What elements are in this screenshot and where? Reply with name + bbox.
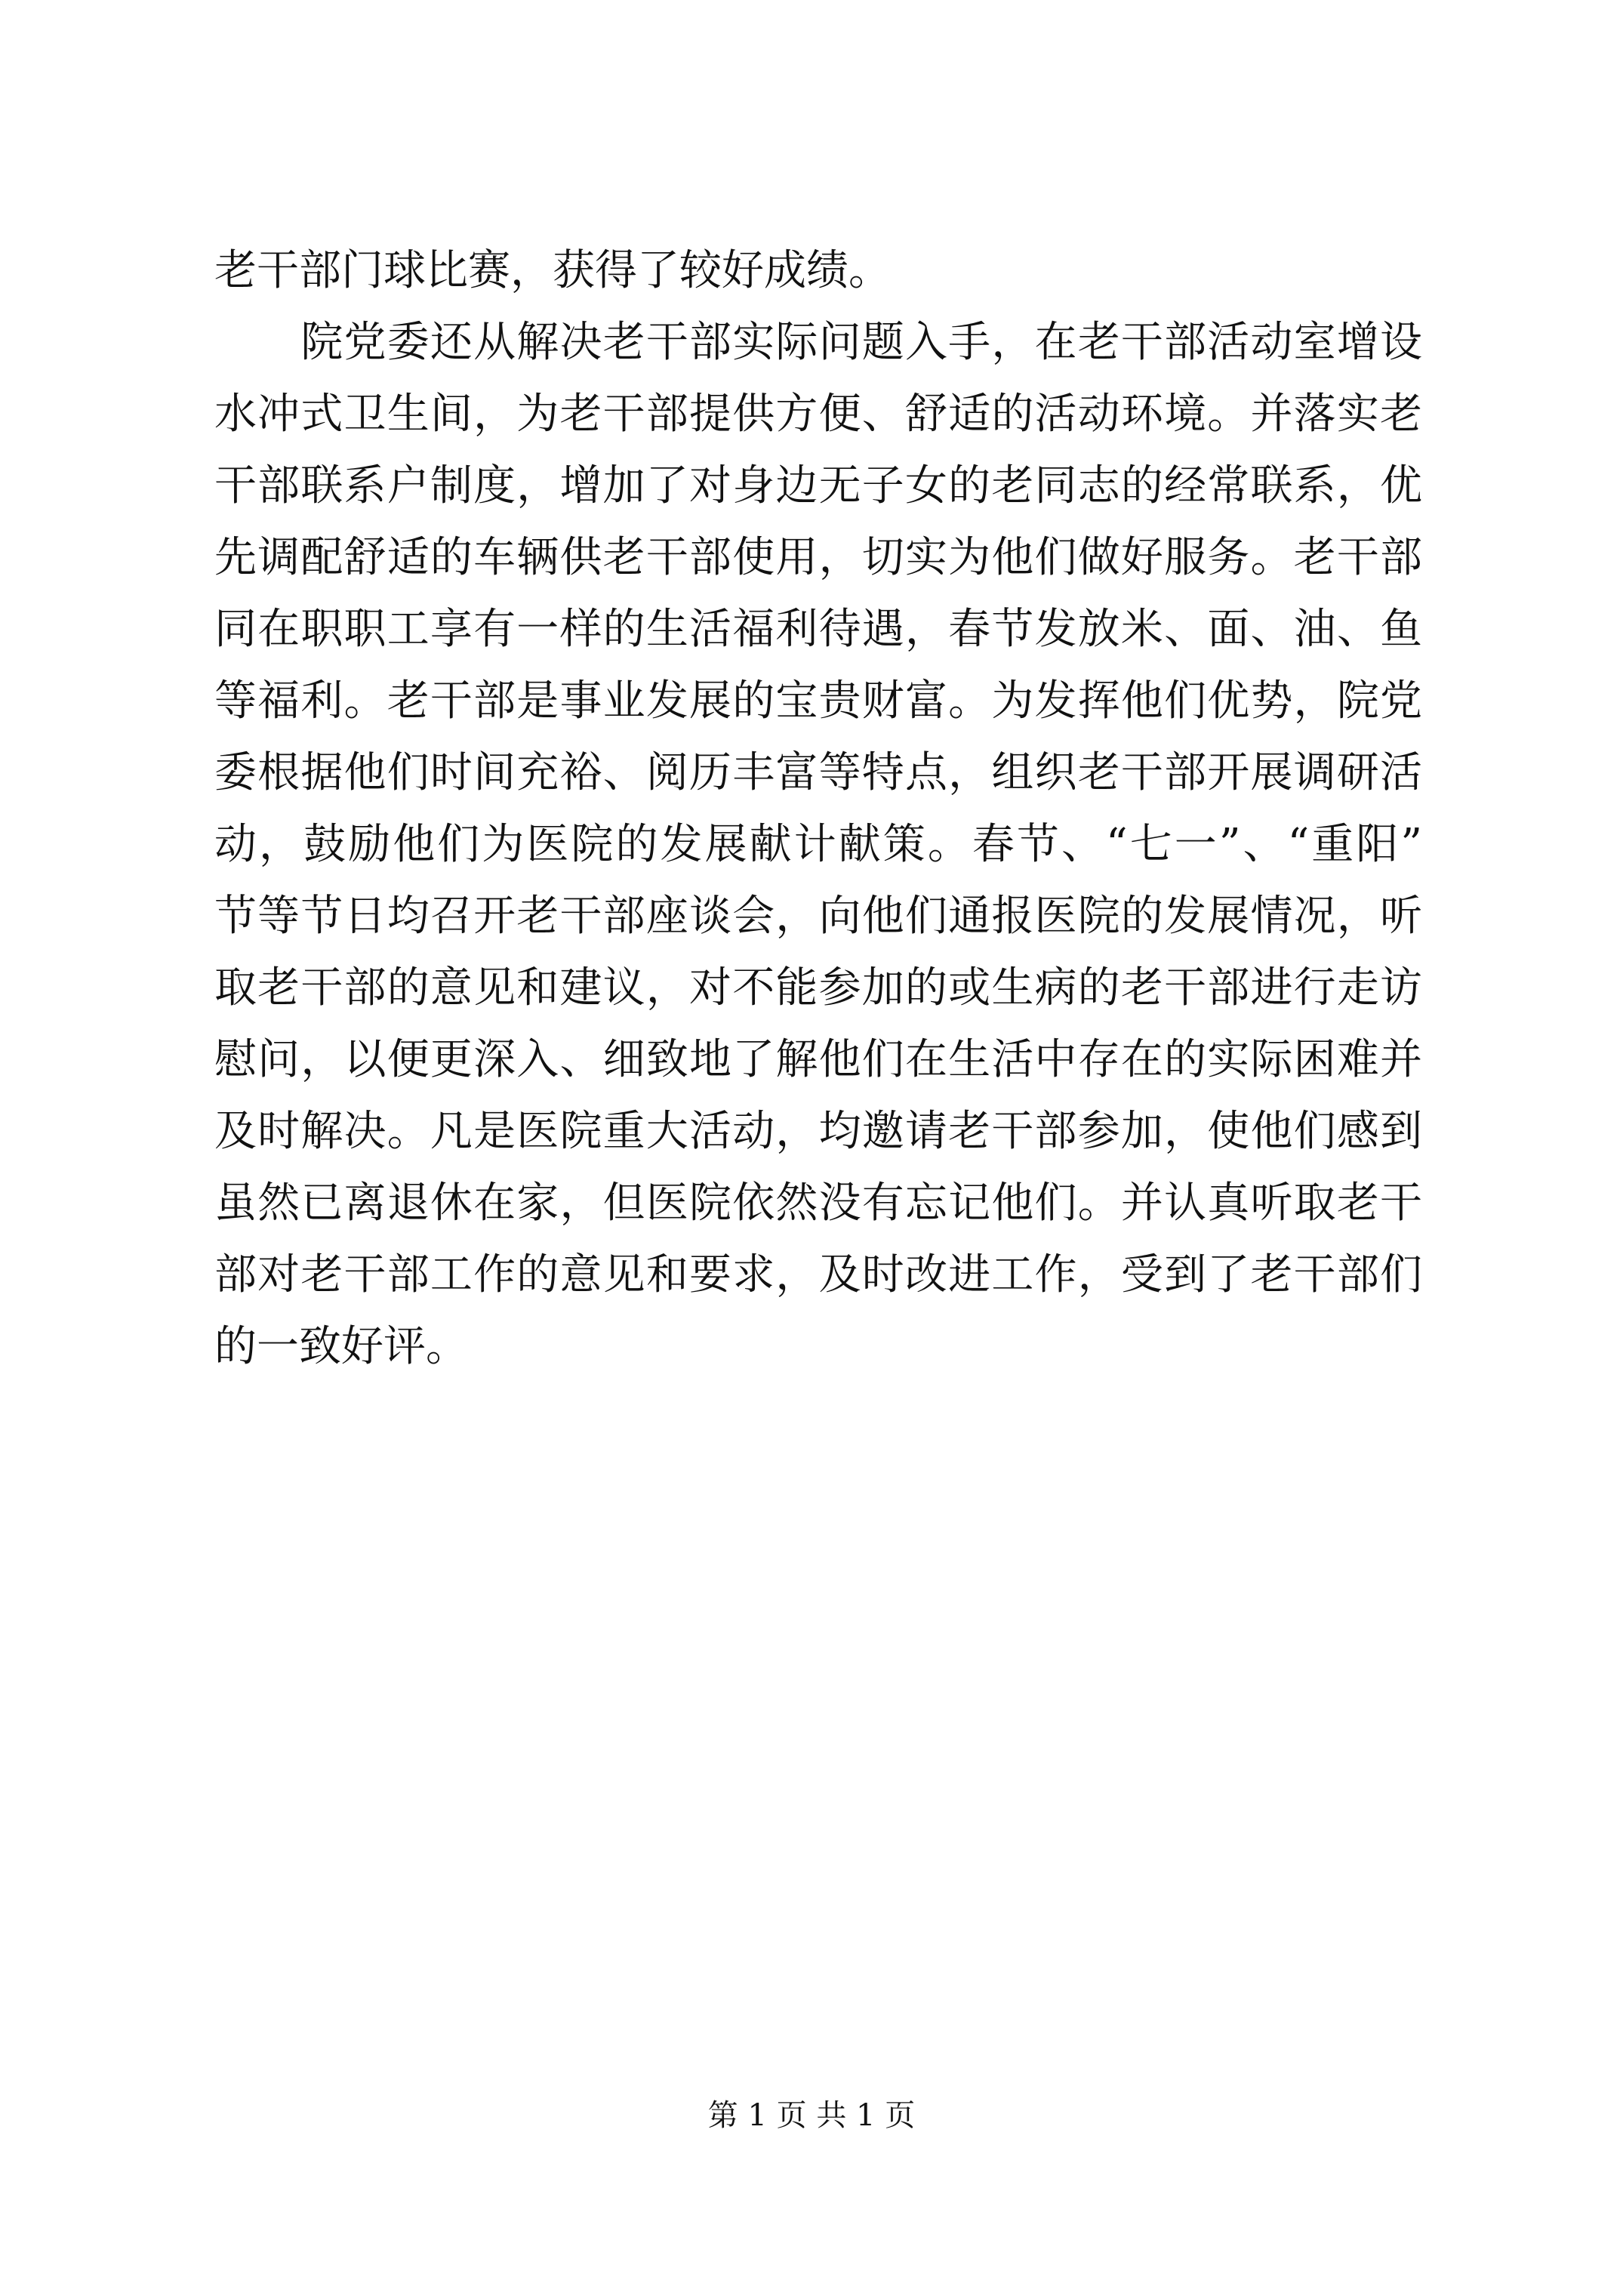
body-text xyxy=(214,235,1422,1382)
text-line: 老干部门球比赛，获得了较好成绩。 xyxy=(214,246,891,295)
text-line: 委根据他们时间充裕、阅历丰富等特点，组织老干部开展调研活 xyxy=(214,748,1422,797)
text-line: 干部联系户制度，增加了对身边无子女的老同志的经常联系，优 xyxy=(214,461,1422,510)
text-line: 院党委还从解决老干部实际问题入手，在老干部活动室增设 xyxy=(214,318,1422,367)
text-line: 水冲式卫生间，为老干部提供方便、舒适的活动环境。并落实老 xyxy=(214,390,1422,439)
text-line: 动，鼓励他们为医院的发展献计献策。春节、“七一”、“重阳” xyxy=(214,820,1422,869)
text-line: 节等节日均召开老干部座谈会，向他们通报医院的发展情况，听 xyxy=(214,892,1422,941)
text-line: 虽然已离退休在家，但医院依然没有忘记他们。并认真听取老干 xyxy=(214,1179,1422,1228)
text-line: 的一致好评。 xyxy=(214,1322,468,1371)
page-footer: 第 1 页 共 1 页 xyxy=(707,2098,916,2133)
text-line: 慰问，以便更深入、细致地了解他们在生活中存在的实际困难并 xyxy=(214,1035,1422,1084)
text-line: 及时解决。凡是医院重大活动，均邀请老干部参加，使他们感到 xyxy=(214,1107,1422,1156)
text-line: 先调配舒适的车辆供老干部使用，切实为他们做好服务。老干部 xyxy=(214,533,1422,582)
text-line: 部对老干部工作的意见和要求，及时改进工作，受到了老干部们 xyxy=(214,1250,1422,1299)
text-line: 取老干部的意见和建议，对不能参加的或生病的老干部进行走访 xyxy=(214,963,1422,1012)
text-line: 等福利。老干部是事业发展的宝贵财富。为发挥他们优势，院党 xyxy=(214,676,1422,726)
text-line: 同在职职工享有一样的生活福利待遇，春节发放米、面、油、鱼 xyxy=(214,605,1422,654)
